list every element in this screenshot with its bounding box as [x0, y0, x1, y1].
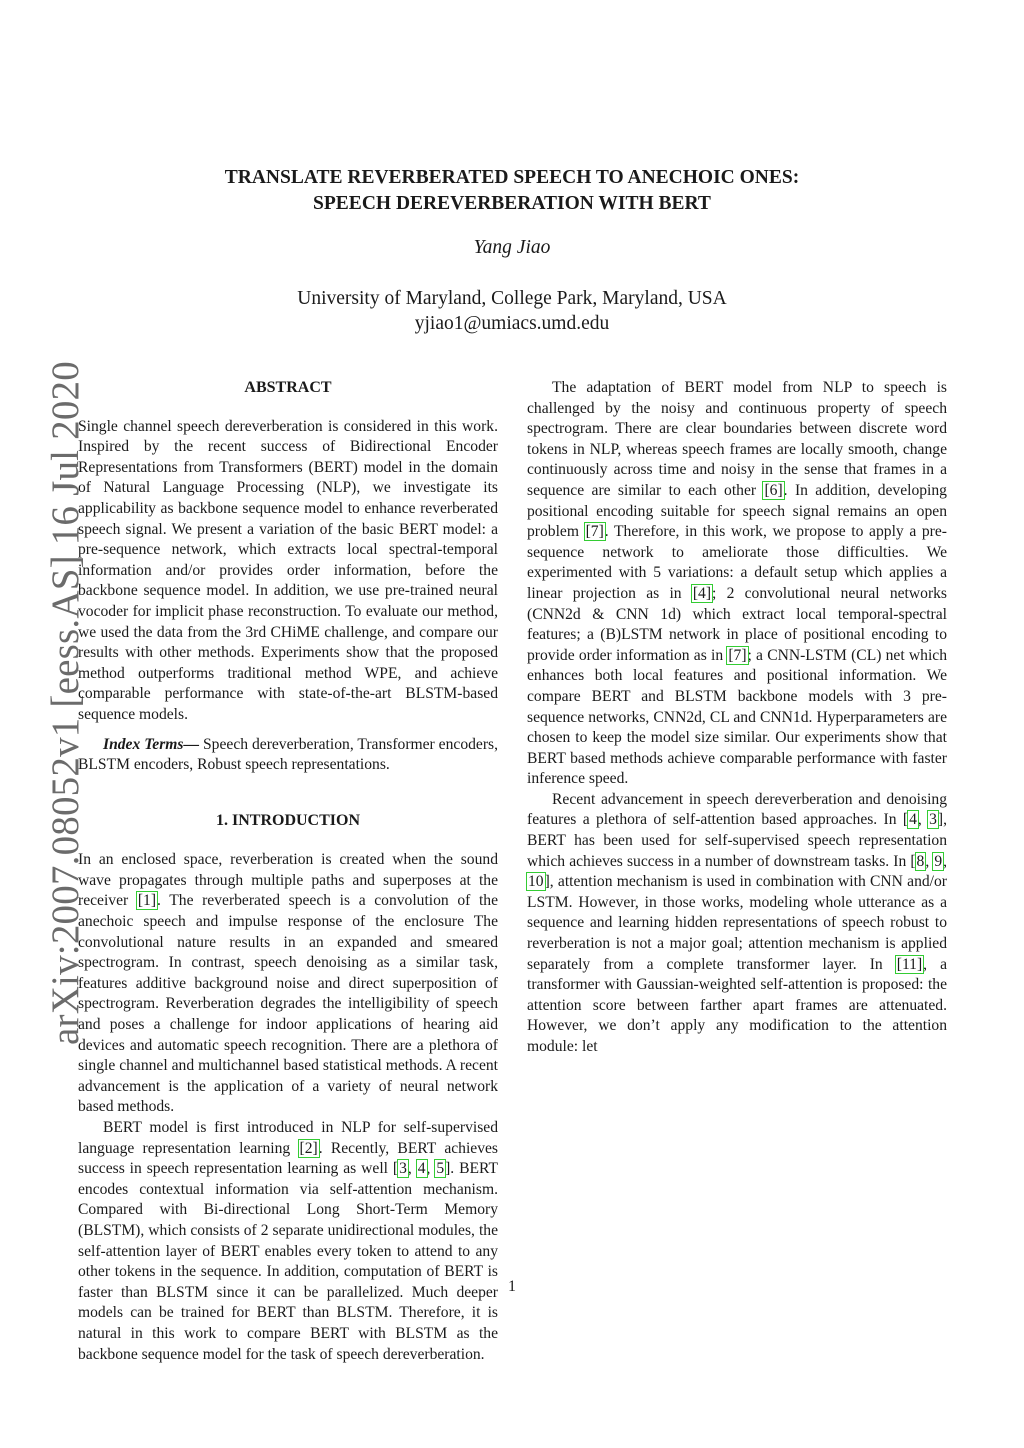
citation-link[interactable]: [7]: [728, 646, 747, 664]
text-run: ; a CNN-LSTM (CL) net which enhances both local features and positional information. We compare BERT and BLSTM backbone models with 3 pre-sequence networks, CNN2d, CL and CNN1d. Hyperparameters are chosen to keep the model size similar. Our experiments show that BERT based methods achieve comparable performance with faster inference speed.: [527, 646, 947, 788]
text-run: , a transformer with Gaussian-weighted self-attention is proposed: the attention score between farther apart frames are attenuated. However, we don’t apply any modification to the attention module: let: [527, 955, 948, 1055]
left-column: [78, 378, 498, 1365]
text-run: . The reverberated speech is a convolution of the anechoic speech and impulse response of the enclosure The convolutional nature results in an expanded and smeared spectrogram. In contrast, speech denoising as a similar task, features additive background noise and direct superposition of spectrogram. Reverberation degrades the intelligibility of speech and poses a challenge for indoor applications of hearing aid devices and automatic speech recognition. There are a plethora of single channel and multichannel based statistical methods. A recent advancement is the application of a variety of neural network based methods.: [78, 892, 498, 1116]
affiliation-institution: University of Maryland, College Park, Maryland, USA: [297, 288, 727, 309]
text-run: ]. BERT encodes contextual information via self-attention mechanism. Compared with Bi-directional Long Short-Term Memory (BLSTM), which consists of 2 separate unidirectional modules, the self-attention layer of BERT enables every token to attend to any other tokens in the sequence. In addition, computation of BERT is faster than BLSTM since it can be parallelized. Much deeper models can be trained for BERT than BLSTM. Therefore, it is natural in this work to compare BERT with BLSTM as the backbone sequence model for the task of speech dereverberation.: [78, 1160, 499, 1363]
text-run: ], BERT has been used for self-supervised speech representation which achieves success in a number of downstream tasks. In [: [527, 811, 948, 870]
text-run: ,: [925, 852, 934, 870]
intro-paragraph-3: [527, 378, 947, 790]
affiliation: [100, 286, 924, 336]
citation-link[interactable]: 4: [909, 811, 917, 829]
right-column: [527, 378, 947, 1058]
citation-link[interactable]: 8: [916, 852, 925, 870]
text-run: Recent advancement in speech dereverberation and denoising features a plethora of self-attention based approaches. In [: [527, 790, 947, 829]
text-run: . Therefore, in this work, we propose to apply a pre-sequence network to ameliorate those difficulties. We experimented with 5 variations: a default setup which applies a linear projection as in: [527, 523, 947, 602]
index-terms-text: Speech dereverberation, Transformer encoders, BLSTM encoders, Robust speech representations.: [78, 735, 498, 774]
text-run: ,: [917, 811, 929, 829]
citation-link[interactable]: [11]: [896, 955, 923, 973]
abstract-text: Single channel speech dereverberation is considered in this work. Inspired by the recent success of Bidirectional Encoder Representations from Transformers (BERT) model in the domain of Natural Language Processing (NLP), we investigate its applicability as backbone sequence model to enhance reverberated speech signal. We present a variation of the basic BERT model: a pre-sequence network, which extracts local spectral-temporal information and/or provides order information, before the backbone sequence model. In addition, we use pre-trained neural vocoder for implicit phase reconstruction. To evaluate our method, we used the data from the 3rd CHiME challenge, and compare our results with other methods. Experiments show that the proposed method outperforms traditional method WPE, and achieve comparable performance with state-of-the-art BLSTM-based sequence models.: [78, 417, 498, 723]
text-run: ,: [426, 1160, 436, 1178]
page-number: 1: [508, 1278, 516, 1295]
citation-link[interactable]: [4]: [692, 584, 712, 602]
author-name: Yang Jiao: [473, 237, 551, 258]
citation-link[interactable]: 3: [929, 811, 937, 829]
text-run: ], attention mechanism is used in combination with CNN and/or LSTM. However, in those works, modeling whole utterance as a sequence and learning hidden representations of speech robust to reverberation is not a major goal; attention mechanism is applied separately from a complete transformer layer. In: [527, 873, 947, 973]
citation-link[interactable]: 10: [528, 873, 544, 891]
author-email: yjiao1@umiacs.umd.edu: [414, 313, 610, 334]
text-run: BERT model is first introduced in NLP for self-supervised language representation learning: [78, 1119, 498, 1157]
citation-link[interactable]: [6]: [764, 481, 783, 499]
citation-link[interactable]: 4: [417, 1160, 426, 1178]
intro-paragraph-1: [78, 850, 498, 1118]
text-run: The adaptation of BERT model from NLP to speech is challenged by the noisy and continuous property of speech spectrogram. There are clear boundaries between discrete word tokens in NLP, whereas speech frames are locally smooth, change continuously across time and noisy in the sense that frames in a sequence are similar to each other: [527, 379, 947, 499]
abstract-heading: ABSTRACT: [244, 379, 332, 396]
text-run: . In addition, developing positional encoding suitable for speech signal remains an open problem: [527, 481, 947, 541]
text-run: In an enclosed space, reverberation is created when the sound wave propagates through multiple paths and superposes at the receiver: [78, 851, 498, 910]
introduction-heading: 1. INTRODUCTION: [215, 811, 360, 829]
title-line-1: TRANSLATE REVERBERATED SPEECH TO ANECHOIC ONES:: [224, 167, 800, 188]
paper-title: [100, 165, 924, 217]
text-run: ,: [943, 852, 948, 870]
title-line-2: SPEECH DEREVERBERATION WITH BERT: [313, 193, 711, 214]
intro-paragraph-2: [78, 1118, 498, 1365]
citation-link[interactable]: 3: [399, 1160, 407, 1178]
index-terms-label: Index Terms—: [103, 735, 200, 753]
citation-link[interactable]: [1]: [137, 892, 157, 910]
citation-link[interactable]: 9: [934, 852, 943, 870]
text-run: . Recently, BERT achieves success in speech representation learning as well [: [78, 1139, 498, 1178]
citation-link[interactable]: [2]: [299, 1139, 318, 1157]
citation-link[interactable]: 5: [436, 1160, 445, 1178]
text-run: ,: [407, 1160, 417, 1178]
index-terms: [78, 735, 498, 776]
citation-link[interactable]: [7]: [585, 523, 604, 541]
text-run: ; 2 convolutional neural networks (CNN2d & CNN 1d) which extract local temporal-spectral features; a (B)LSTM network in place of positional encoding to provide order information as in: [527, 584, 948, 664]
intro-paragraph-4: [527, 790, 947, 1058]
arxiv-identifier: arXiv:2007.08052v1 [eess.AS] 16 Jul 2020: [44, 361, 87, 1045]
